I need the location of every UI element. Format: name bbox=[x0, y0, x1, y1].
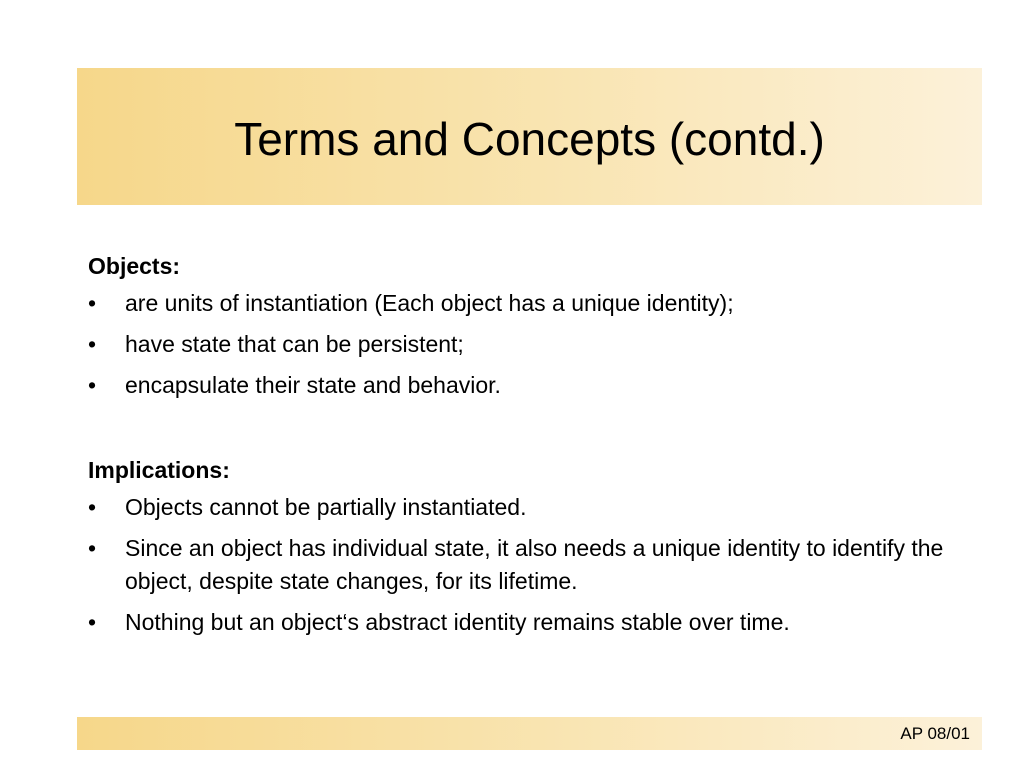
bullet-list bbox=[88, 287, 988, 402]
list-item bbox=[88, 287, 988, 320]
bullet-glyph: • bbox=[88, 290, 97, 316]
bullet-list bbox=[88, 491, 988, 639]
list-item-text: Since an object has individual state, it also needs a unique identity to identify the object, despite state changes, for its lifetime. bbox=[125, 535, 944, 594]
list-item bbox=[88, 606, 988, 639]
bullet-glyph: • bbox=[88, 331, 97, 357]
slide-footer-label: AP 08/01 bbox=[900, 724, 970, 743]
list-item-text: Objects cannot be partially instantiated. bbox=[125, 494, 527, 520]
footer-band bbox=[77, 717, 982, 750]
slide-title: Terms and Concepts (contd.) bbox=[234, 112, 825, 165]
section-spacer bbox=[88, 410, 988, 450]
bullet-glyph: • bbox=[88, 609, 97, 635]
list-item bbox=[88, 491, 988, 524]
title-band bbox=[77, 68, 982, 205]
bullet-glyph: • bbox=[88, 494, 97, 520]
list-item-text: are units of instantiation (Each object has a unique identity); bbox=[125, 290, 734, 316]
bullet-glyph: • bbox=[88, 372, 97, 398]
section-heading: Objects: bbox=[88, 253, 181, 279]
list-item-text: encapsulate their state and behavior. bbox=[125, 372, 501, 398]
list-item bbox=[88, 328, 988, 361]
section-heading: Implications: bbox=[88, 457, 230, 483]
list-item bbox=[88, 369, 988, 402]
section-objects bbox=[88, 246, 988, 402]
list-item bbox=[88, 532, 988, 598]
slide-content bbox=[88, 246, 988, 647]
list-item-text: have state that can be persistent; bbox=[125, 331, 464, 357]
list-item-text: Nothing but an object‘s abstract identity remains stable over time. bbox=[125, 609, 790, 635]
section-implications bbox=[88, 450, 988, 639]
bullet-glyph: • bbox=[88, 535, 97, 561]
